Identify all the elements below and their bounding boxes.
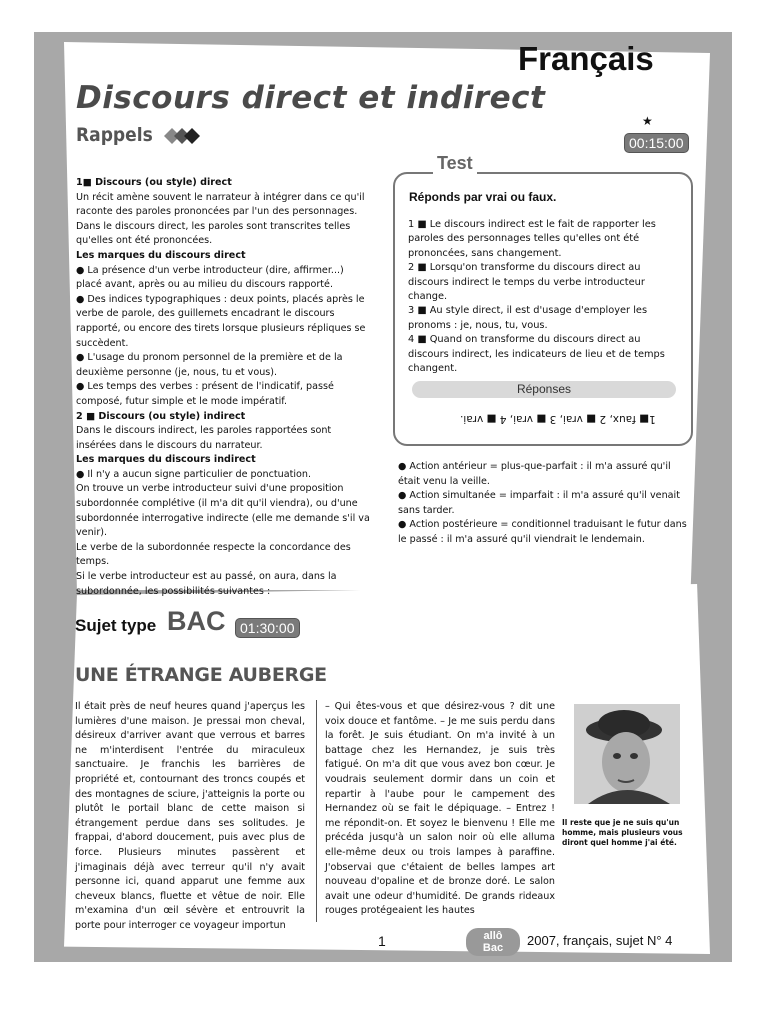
page-number: 1: [378, 933, 386, 949]
paragraph: ● Les temps des verbes : présent de l'indicatif, passé composé, futur simple et le mode impératif.: [76, 381, 334, 407]
paragraph: ● La présence d'un verbe introducteur (dire, affirmer...) placé avant, après ou au milieu du discours rapporté.: [76, 264, 344, 291]
photo-caption: Il reste que je ne suis qu'un homme, mais plusieurs vous diront quel homme j'ai été.: [562, 818, 683, 847]
paragraph: On trouve un verbe introducteur suivi d'une proposition subordonnée complétive (il m'a dit qu'il viendra), ou d'une subordonnée interrogative indirecte (elle me demande s'il va venir).: [76, 483, 370, 539]
paragraph: Le verbe de la subordonnée respecte la concordance des temps.: [76, 541, 351, 568]
paragraph: Si le verbe introducteur est au passé, on aura, dans la subordonnée, les possibilités suivantes :: [76, 571, 337, 597]
test-items: [408, 218, 678, 376]
star-icon: ★: [642, 114, 653, 128]
section-label: Rappels: [76, 124, 153, 146]
test-item: 1 ■ Le discours indirect est le fait de rapporter les paroles des personnages telles qu'elles ont été prononcées, sans changement.: [408, 219, 656, 259]
story-title: UNE ÉTRANGE AUBERGE: [75, 664, 327, 686]
test-item: 4 ■ Quand on transforme du discours direct au discours indirect, les indicateurs de lieu et de temps changent.: [408, 334, 665, 375]
test-item: 3 ■ Au style direct, il est d'usage d'employer les pronoms : je, nous, tu, vous.: [408, 305, 648, 331]
paragraph: Un récit amène souvent le narrateur à intégrer dans ce qu'il raconte des paroles prononcées par l'un des personnages. Dans le discours direct, les paroles sont transcrites telles qu'elles ont été prononcées.: [76, 191, 365, 247]
subject-title: Français: [518, 40, 654, 77]
test-label: Test: [433, 153, 477, 174]
list-item: ● Action simultanée = imparfait : il m'a assuré qu'il venait sans tarder.: [398, 490, 680, 516]
logo-text-bottom: Bac: [482, 942, 504, 954]
paragraph: Dans le discours indirect, les paroles rapportées sont insérées dans le discours du narrateur.: [76, 425, 332, 451]
story-column-2: – Qui êtes-vous et que désirez-vous ? dit une voix douce et fantôme. – Je me suis perdu dans la forêt. Je suis étudiant. On m'a invité à un battage chez les Hernandez, je suis très fatigué. On m'a dit que vous avez bon cœur. Je voudrais seulement dormir dans un coin et repartir à l'aube pour le campement des Hernandez où se fait le dépiquage. – Entrez ! me répondit-on. Et soyez le bienvenu ! Elle me précéda jusqu'à un salon noir où elle alluma elle-même deux ou trois lampes à paraffine. J'observai que c'étaient de belles lampes art nouveau d'opaline et de bronze doré. Le salon avait une odeur d'humidité. De grands rideaux rouges protégeaient les hautes: [325, 701, 555, 917]
author-photo: [574, 704, 680, 804]
list-item: ● Action postérieure = conditionnel traduisant le futur dans le passé : il m'a assuré qu'il viendrait le lendemain.: [398, 519, 687, 545]
paragraph: ● Des indices typographiques : deux points, placés après le verbe de parole, des guillemets encadrant le discours rapporté, ou encore des tirets lorsque plusieurs répliques se succèdent.: [76, 293, 366, 349]
heading-direct: 1■ Discours (ou style) direct: [76, 177, 232, 188]
column-divider: [316, 700, 317, 922]
heading-marques-direct: Les marques du discours direct: [76, 249, 246, 261]
heading-marques-indirect: Les marques du discours indirect: [76, 454, 256, 466]
list-item: ● Action antérieur = plus-que-parfait : il m'a assuré qu'il était venu la veille.: [398, 461, 671, 487]
paragraph: ● L'usage du pronom personnel de la première et de la deuxième personne (je, nous, tu et vous).: [76, 352, 343, 378]
test-question: Réponds par vrai ou faux.: [409, 190, 557, 204]
rappels-text: [76, 176, 370, 599]
sujet-label: Sujet type: [75, 616, 157, 635]
allobac-logo: [466, 928, 520, 956]
paragraph: ● Il n'y a aucun signe particulier de ponctuation.: [76, 468, 311, 480]
bac-label: BAC: [167, 606, 226, 636]
temps-list: [398, 460, 692, 548]
timer-badge: 00:15:00: [624, 133, 689, 153]
footer-info: 2007, français, sujet N° 4: [527, 933, 673, 948]
page-title: Discours direct et indirect: [76, 80, 546, 116]
timer-badge: 01:30:00: [235, 618, 300, 638]
test-item: 2 ■ Lorsqu'on transforme du discours direct au discours indirect le temps du verbe introducteur change.: [408, 262, 645, 303]
story-column-1: Il était près de neuf heures quand j'aperçus les lumières d'une maison. Je pressai mon cheval, désireux d'arriver avant que verrous et barres ne m'interdisent l'entrée du miraculeux sanctuaire. Je franchis les barrières de propriété et, contournant des troncs coupés et des montagnes de sciure, j'atteignis la porte ou plutôt le portail blanc de cette maison si étrangement perdue dans ses solitudes. Je frappai, d'abord doucement, puis avec plus de force. Plusieurs minutes passèrent et j'imaginais déjà avec terreur qu'il n'y avait personne ici, quand apparut une femme aux cheveux blancs, fluette et vêtue de noir. Elle m'examina d'un œil sévère et entrouvrit la porte pour interroger ce voyageur importun: [75, 701, 305, 931]
heading-indirect: 2 ■ Discours (ou style) indirect: [76, 410, 246, 422]
answers-label: Réponses: [412, 381, 676, 398]
answers-upside-down: 1■ faux, 2 ■ vrai, 3 ■ vrai, 4 ■ vrai.: [460, 413, 656, 425]
logo-text-top: allô: [483, 930, 503, 942]
diamonds-icon: [158, 124, 206, 148]
